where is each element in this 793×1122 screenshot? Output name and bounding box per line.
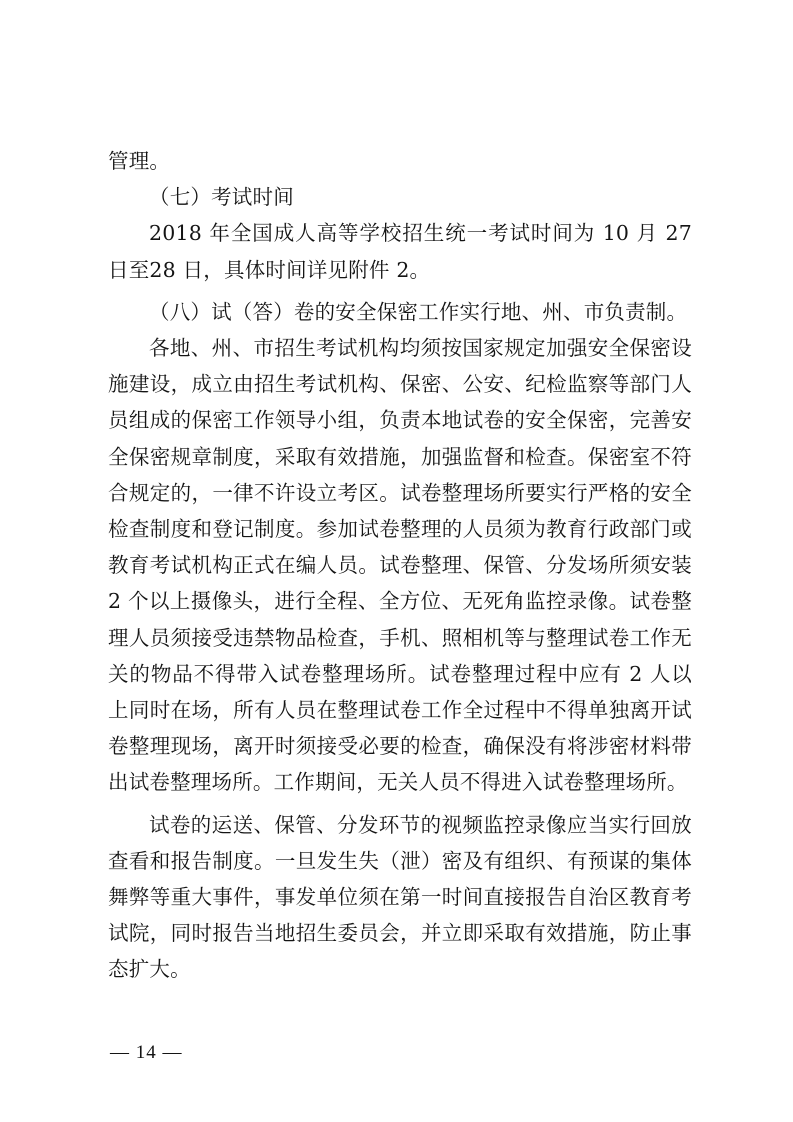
paragraph-exam-schedule: 2018 年全国成人高等学校招生统一考试时间为 10 月 27 日至28 日，具体时间详见附件 2。	[108, 221, 692, 282]
section-heading-exam-time: （七）考试时间	[149, 185, 294, 210]
section-heading-security: （八）试（答）卷的安全保密工作实行地、州、市负责制。	[149, 299, 688, 324]
paragraph-video-monitoring: 试卷的运送、保管、分发环节的视频监控录像应当实行回放查看和报告制度。一旦发生失（泄）密及有组织、有预谋的集体舞弊等重大事件，事发单位须在第一时间直接报告自治区教育考试院，同时报告当地招生委员会，并立即采取有效措施，防止事态扩大。	[108, 812, 692, 982]
paragraph-continuation: 管理。	[108, 149, 171, 173]
page-number: — 14 —	[110, 1042, 183, 1063]
paragraph-security-measures: 各地、州、市招生考试机构均须按国家规定加强安全保密设施建设，成立由招生考试机构、保密、公安、纪检监察等部门人员组成的保密工作领导小组，负责本地试卷的安全保密，完善安全保密规章制度，采取有效措施，加强监督和检查。保密室不符合规定的，一律不许设立考区。试卷整理场所要实行严格的安全检查制度和登记制度。参加试卷整理的人员须为教育行政部门或教育考试机构正式在编人员。试卷整理、保管、分发场所须安装 2 个以上摄像头，进行全程、全方位、无死角监控录像。试卷整理人员须接受违禁物品检查，手机、照相机等与整理试卷工作无关的物品不得带入试卷整理场所。试卷整理过程中应有 2 人以上同时在场，所有人员在整理试卷工作全过程中不得单独离开试卷整理现场，离开时须接受必要的检查，确保没有将涉密材料带出试卷整理场所。工作期间，无关人员不得进入试卷整理场所。	[108, 336, 692, 795]
document-body	[108, 143, 692, 988]
